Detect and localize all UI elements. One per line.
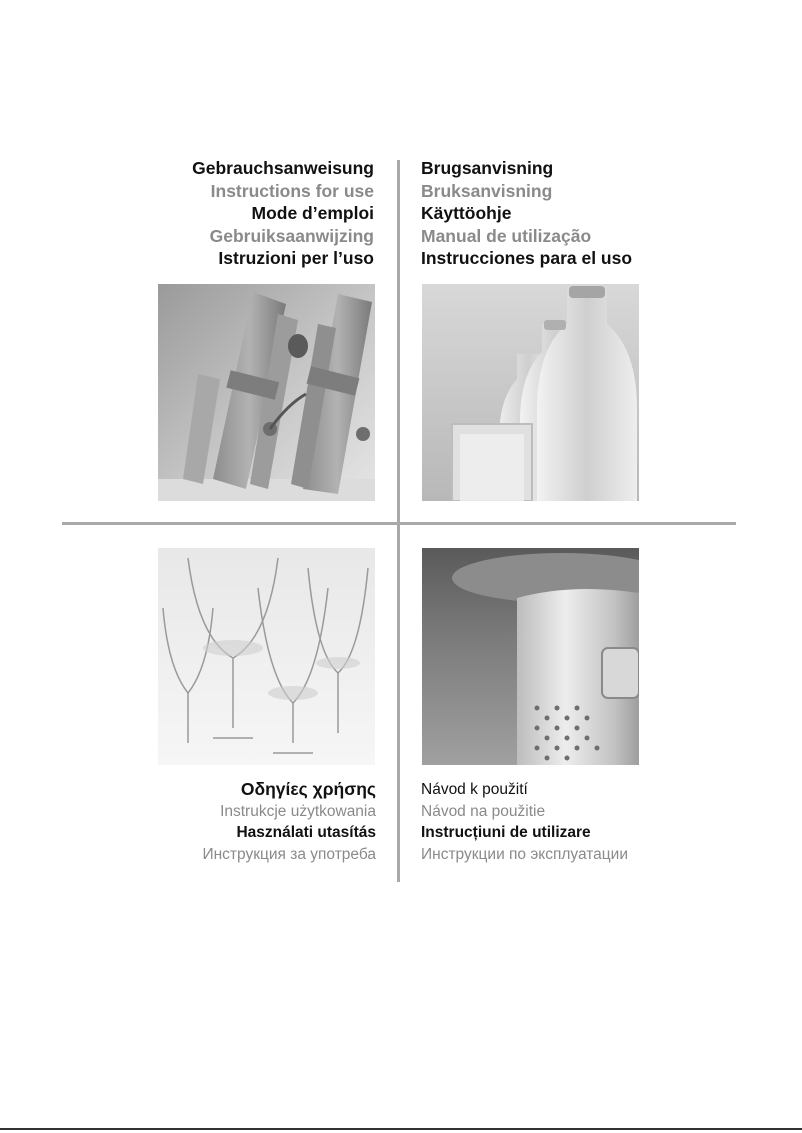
clothespins-photo	[158, 284, 375, 501]
title-finnish: Käyttöohje	[421, 203, 512, 223]
title-french: Mode d’emploi	[251, 203, 374, 223]
page-bottom-edge	[0, 1128, 802, 1130]
title-group-bottom-right	[421, 778, 681, 865]
glass-bottles-photo	[422, 284, 639, 501]
title-german: Gebrauchsanweisung	[192, 158, 374, 178]
title-slovak: Návod na použitie	[421, 803, 546, 820]
title-italian: Istruzioni per l’uso	[218, 248, 374, 268]
title-group-bottom-left	[150, 778, 376, 865]
colander-photo	[422, 548, 639, 765]
title-group-top-right	[421, 157, 681, 270]
title-spanish: Instrucciones para el uso	[421, 248, 633, 268]
title-group-top-left	[150, 157, 374, 270]
horizontal-divider	[62, 522, 736, 525]
title-polish: Instrukcje użytkowania	[220, 803, 376, 820]
title-czech: Návod k použití	[421, 781, 528, 798]
title-russian: Инструкции по эксплуатации	[421, 846, 628, 863]
title-hungarian: Használati utasítás	[236, 824, 376, 841]
title-romanian: Instrucțiuni de utilizare	[421, 824, 591, 841]
title-portuguese: Manual de utilização	[421, 225, 592, 246]
title-english: Instructions for use	[210, 180, 374, 201]
title-danish: Brugsanvisning	[421, 158, 554, 178]
title-norwegian: Bruksanvisning	[421, 180, 553, 201]
vertical-divider	[397, 160, 400, 882]
wine-glasses-photo	[158, 548, 375, 765]
title-dutch: Gebruiksaanwijzing	[209, 225, 374, 246]
title-greek: Οδηγίες χρήσης	[240, 779, 376, 799]
title-bulgarian: Инструкция за употреба	[202, 846, 376, 863]
